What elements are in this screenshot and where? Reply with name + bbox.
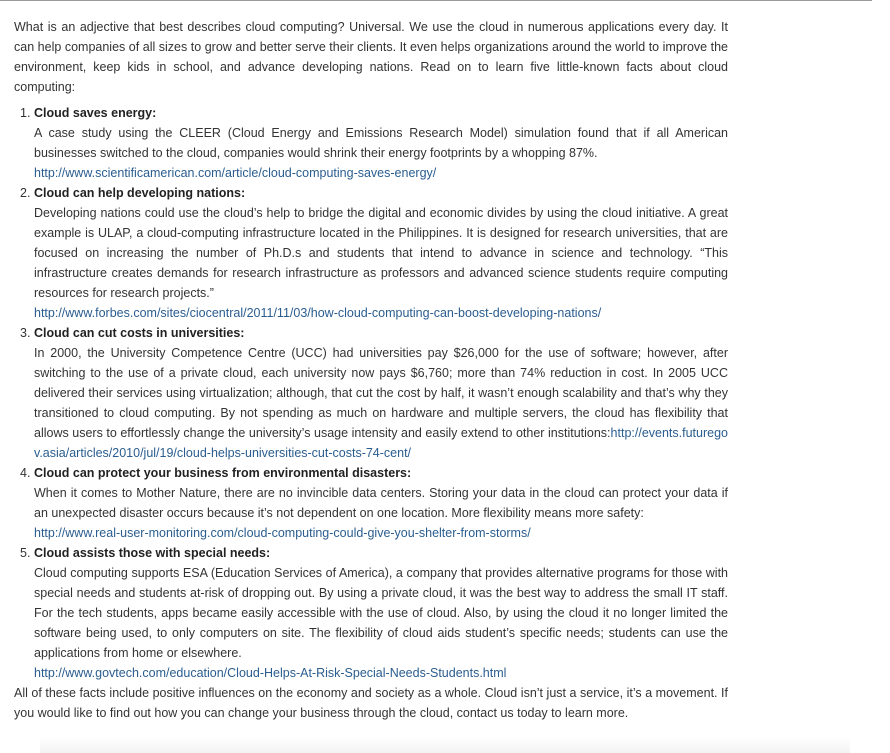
outro-paragraph: All of these facts include positive influences on the economy and society as a whole. Cloud isn’t just a service, it’s a movement. If you would like to find out how you can change your business through the cloud, contact us today to learn more. [14,686,728,720]
source-link[interactable]: http://www.forbes.com/sites/ciocentral/2011/11/03/how-cloud-computing-can-boost-developing-nations/ [34,306,602,320]
fact-body-text: In 2000, the University Competence Centre (UCC) had universities pay $26,000 for the use of software; however, after switching to the use of a private cloud, each university now pays $6,760; more than 74% reduction in cost. In 2005 UCC delivered their services using virtualization; although, that cut the cost by half, it wasn’t enough scalability and that’s why they transitioned to cloud computing. By not spending as much on hardware and multiple servers, the cloud has flexibility that allows users to effortlessly change the university’s usage intensity and easily extend to other institutions: [34,346,728,440]
fact-body-text: A case study using the CLEER (Cloud Energy and Emissions Research Model) simulation found that if all American businesses switched to the cloud, companies would shrink their energy footprints by a whopping 87%. [34,126,728,160]
fact-body [34,123,728,183]
fact-heading: Cloud assists those with special needs: [34,546,271,560]
source-link[interactable]: http://www.govtech.com/education/Cloud-Helps-At-Risk-Special-Needs-Students.html [34,666,507,680]
fact-body-text: When it comes to Mother Nature, there are no invincible data centers. Storing your data in the cloud can protect your data if an unexpected disaster occurs because it’s not dependent on one location. More flexibility means more safety: [34,486,728,520]
fact-body [34,483,728,543]
source-link[interactable]: http://www.scientificamerican.com/article/cloud-computing-saves-energy/ [34,166,437,180]
fact-body [34,203,728,323]
fact-number: 4. [20,466,31,480]
source-link[interactable]: http://www.real-user-monitoring.com/cloud-computing-could-give-you-shelter-from-storms/ [34,526,531,540]
fact-number: 3. [20,326,31,340]
article-body [14,17,728,723]
fact-number: 2. [20,186,31,200]
fact-item-5 [14,543,728,683]
fact-number: 5. [20,546,31,560]
fact-item-4 [14,463,728,543]
fact-item-3 [14,323,728,463]
fact-heading: Cloud can protect your business from environmental disasters: [34,466,412,480]
fact-heading: Cloud saves energy: [34,106,157,120]
fact-body-text: Developing nations could use the cloud’s help to bridge the digital and economic divides by using the cloud initiative. A great example is ULAP, a cloud-computing infrastructure located in the Philippines. It is designed for research universities, that are focused on increasing the number of Ph.D.s and students that intend to advance in science and technology. “This infrastructure creates demands for research infrastructure as professors and advanced science students require computing resources for research projects.” [34,206,728,300]
fact-body [34,343,728,463]
intro-paragraph: What is an adjective that best describes cloud computing? Universal. We use the cloud in numerous applications every day. It can help companies of all sizes to grow and better serve their clients. It even helps organizations around the world to improve the environment, keep kids in school, and advance developing nations. Read on to learn five little-known facts about cloud computing: [14,20,728,94]
fact-heading: Cloud can cut costs in universities: [34,326,245,340]
facts-list [14,103,728,683]
fact-item-1 [14,103,728,183]
fact-body-text: Cloud computing supports ESA (Education Services of America), a company that provides alternative programs for those with special needs and students at-risk of dropping out. By using a private cloud, it was the best way to address the small IT staff. For the tech students, apps became easily accessible with the use of cloud. Also, by using the cloud it no longer limited the software being used, to only computers on site. The flexibility of cloud aids student’s specific needs; students can use the applications from home or elsewhere. [34,566,728,660]
source-link[interactable]: http://events.futuregov.asia/articles/2010/jul/19/cloud-helps-universities-cut-costs-74-cent/ [34,426,728,460]
fact-item-2 [14,183,728,323]
fact-heading: Cloud can help developing nations: [34,186,246,200]
fact-number: 1. [20,106,31,120]
top-divider [0,0,872,1]
bottom-shadow [40,737,850,753]
fact-body [34,563,728,683]
